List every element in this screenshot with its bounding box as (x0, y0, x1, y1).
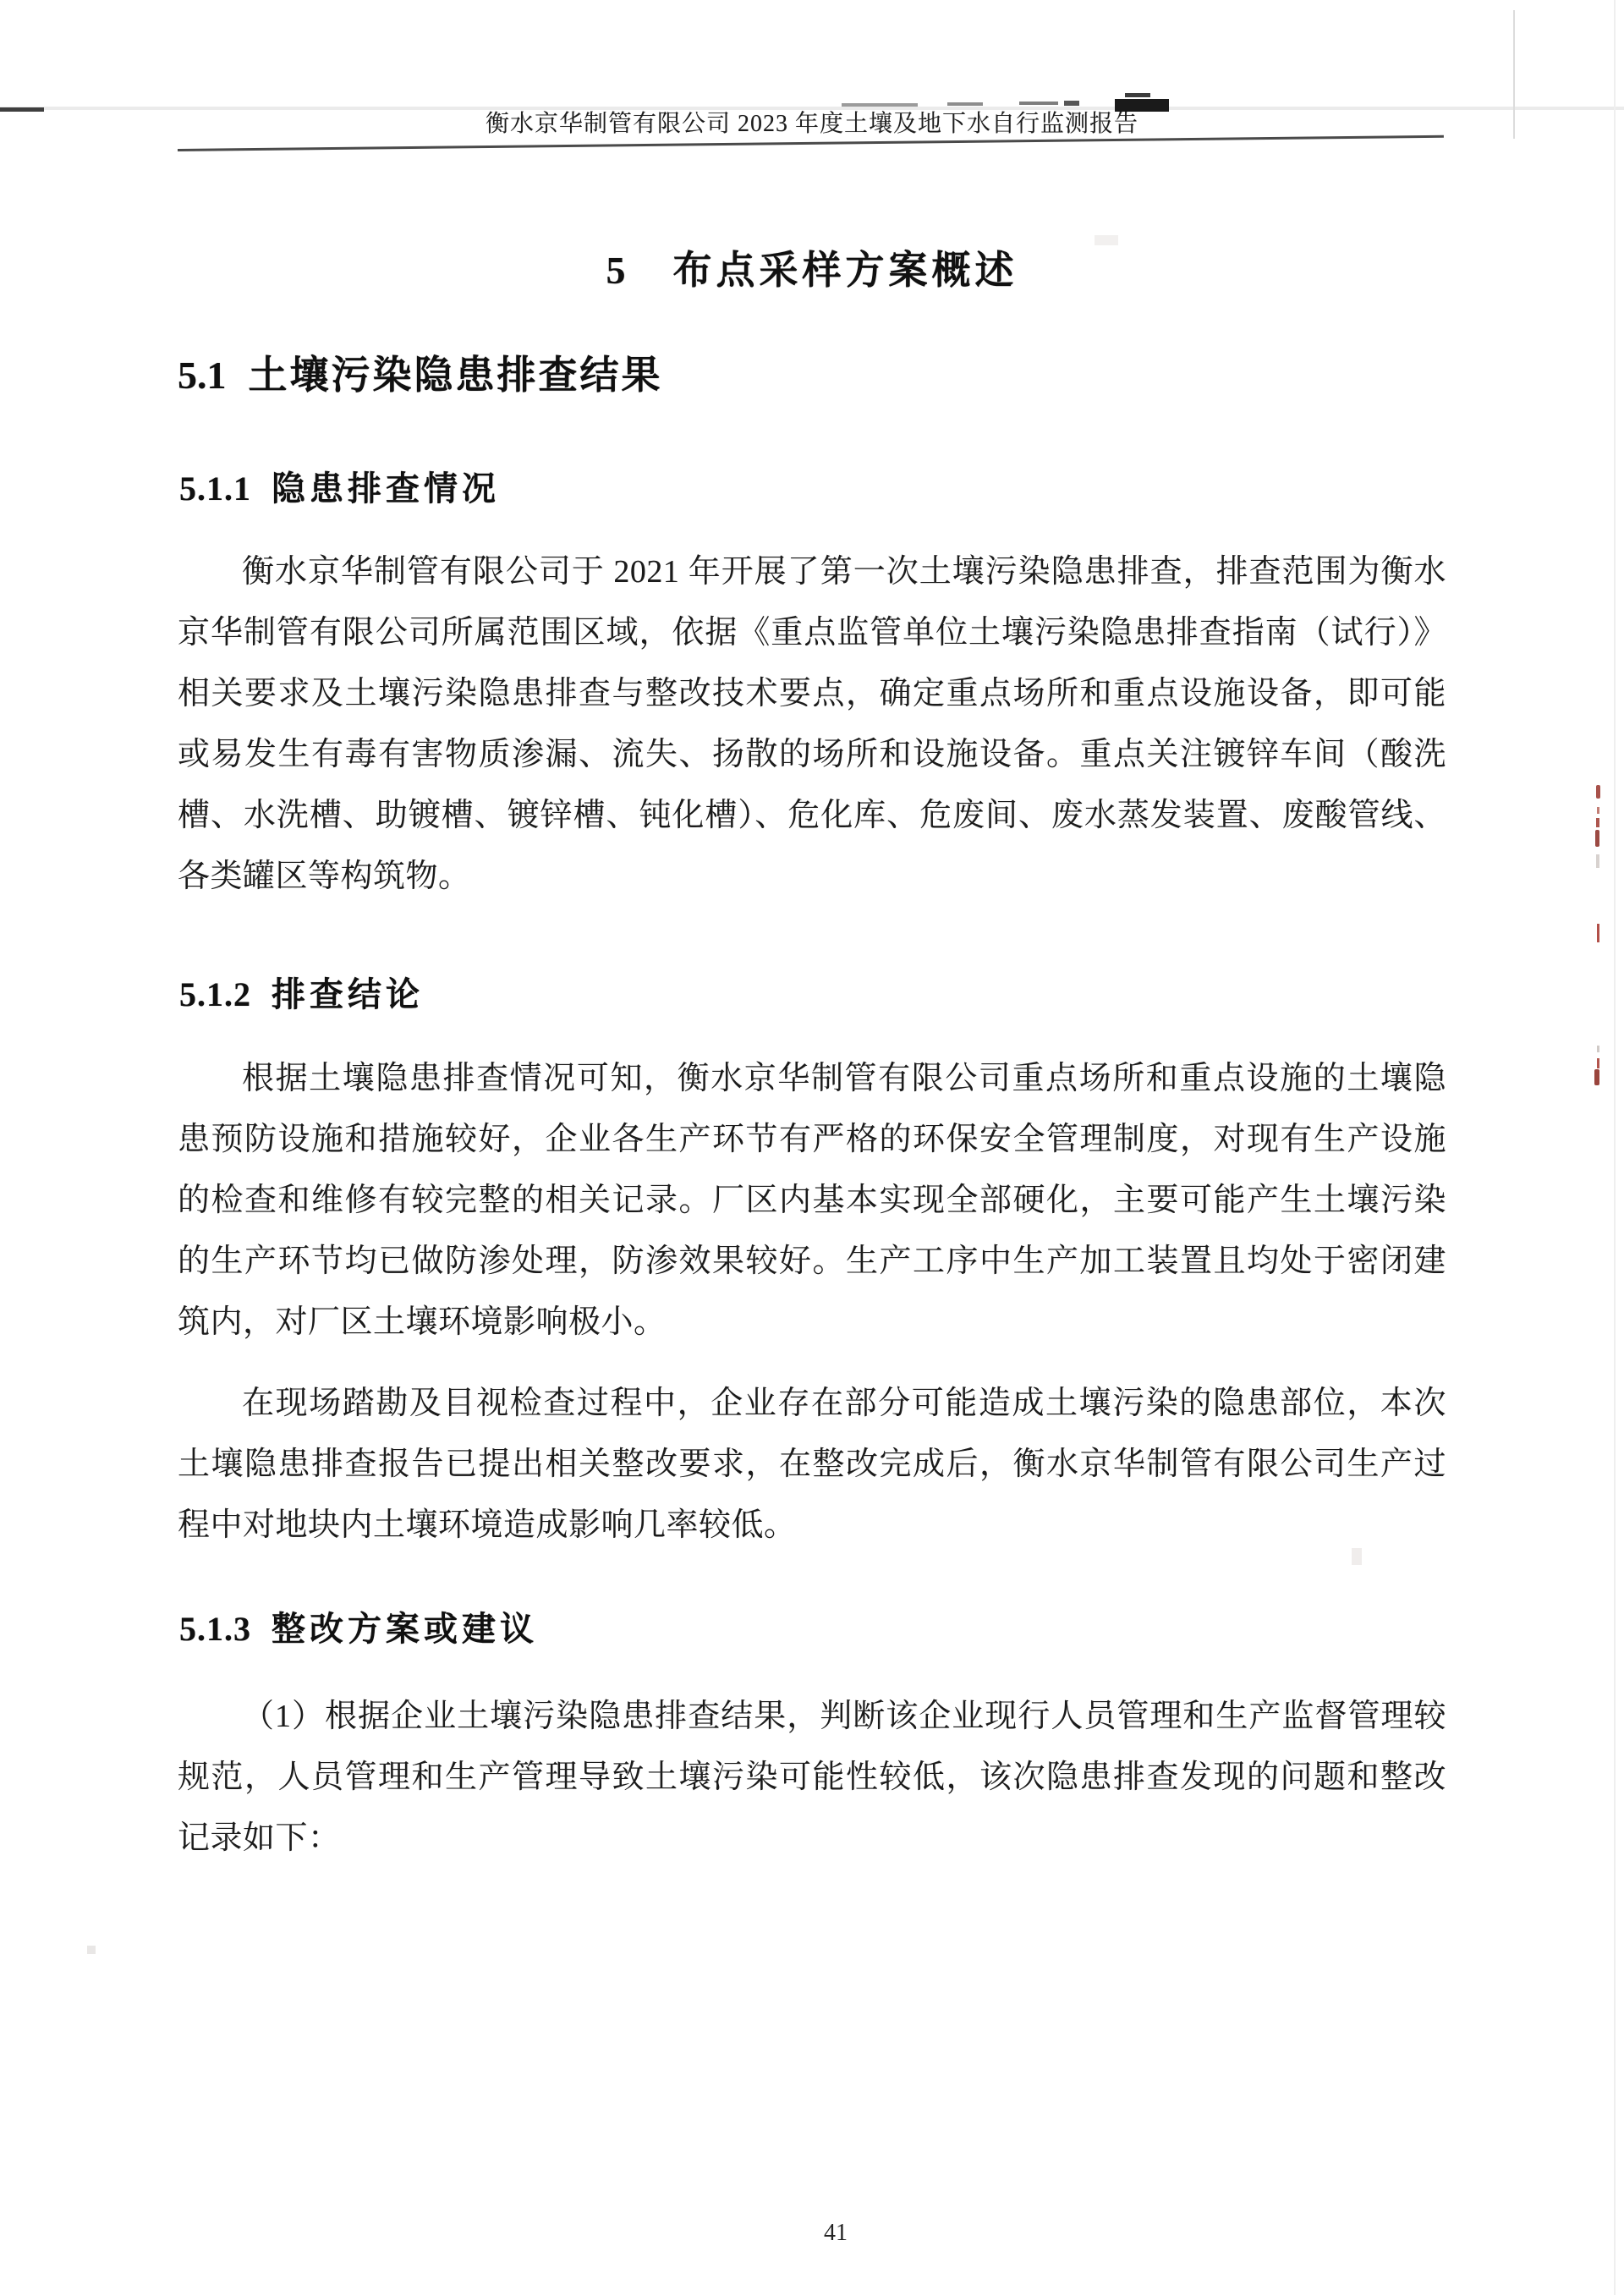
paragraph-survey-conclusion-1: 根据土壤隐患排查情况可知，衡水京华制管有限公司重点场所和重点设施的土壤隐患预防设施和措施较好，企业各生产环节有严格的环保安全管理制度，对现有生产设施的检查和维修有较完整的相关记录。厂区内基本实现全部硬化，主要可能产生土壤污染的生产环节均已做防渗处理，防渗效果较好。生产工序中生产加工装置且均处于密闭建筑内，对厂区土壤环境影响极小。 (178, 1061, 1446, 1340)
pen-mark (1596, 818, 1599, 827)
subsection-number: 5.1.3 (179, 1610, 251, 1648)
subsection-heading-5-1-3 (179, 1609, 538, 1650)
scan-mark (1064, 101, 1079, 106)
scan-mark (1095, 235, 1118, 245)
pen-mark (1594, 1069, 1599, 1085)
page-number: 41 (824, 2220, 848, 2246)
subsection-number: 5.1.1 (179, 469, 251, 508)
subsection-title: 隐患排查情况 (272, 469, 500, 508)
chapter-title: 布点采样方案概述 (672, 249, 1018, 292)
pen-mark (1597, 1046, 1599, 1052)
paragraph-hidden-danger-survey: 衡水京华制管有限公司于 2021 年开展了第一次土壤污染隐患排查，排查范围为衡水京华制管有限公司所属范围区域，依据《重点监管单位土壤污染隐患排查指南（试行）》相关要求及土壤污染隐患排查与整改技术要点，确定重点场所和重点设施设备，即可能或易发生有毒有害物质渗漏、流失、扬散的场所和设施设备。重点关注镀锌车间（酸洗槽、水洗槽、助镀槽、镀锌槽、钝化槽）、危化库、危废间、废水蒸发装置、废酸管线、各类罐区等构筑物。 (178, 554, 1446, 894)
section-heading-5-1 (178, 352, 663, 399)
pen-mark (1597, 924, 1599, 942)
pen-mark (1597, 1058, 1599, 1068)
pen-mark (1597, 807, 1599, 814)
scan-mark (1125, 93, 1150, 97)
section-title: 土壤污染隐患排查结果 (248, 354, 663, 397)
subsection-title: 排查结论 (272, 975, 424, 1013)
scan-mark (87, 1946, 96, 1954)
section-number: 5.1 (178, 354, 227, 397)
pen-mark (1596, 854, 1599, 868)
scan-mark (1614, 0, 1616, 2295)
subsection-number: 5.1.2 (179, 975, 251, 1013)
scan-mark (1019, 102, 1058, 105)
pen-mark (1595, 830, 1599, 847)
chapter-heading (0, 249, 1624, 293)
chapter-number: 5 (606, 249, 626, 292)
subsection-heading-5-1-2 (179, 975, 424, 1015)
scan-mark (947, 102, 983, 106)
page-header-title: 衡水京华制管有限公司 2023 年度土壤及地下水自行监测报告 (485, 111, 1138, 137)
pen-mark (1596, 785, 1600, 799)
paragraph-survey-conclusion-2: 在现场踏勘及目视检查过程中，企业存在部分可能造成土壤污染的隐患部位，本次土壤隐患排查报告已提出相关整改要求，在整改完成后，衡水京华制管有限公司生产过程中对地块内土壤环境造成影响几率较低。 (178, 1386, 1446, 1543)
paragraph-rectification: （1）根据企业土壤污染隐患排查结果，判断该企业现行人员管理和生产监督管理较规范，人员管理和生产管理导致土壤污染可能性较低，该次隐患排查发现的问题和整改记录如下： (178, 1699, 1446, 1856)
subsection-title: 整改方案或建议 (272, 1610, 538, 1648)
scan-mark (842, 103, 918, 107)
subsection-heading-5-1-1 (179, 469, 500, 509)
